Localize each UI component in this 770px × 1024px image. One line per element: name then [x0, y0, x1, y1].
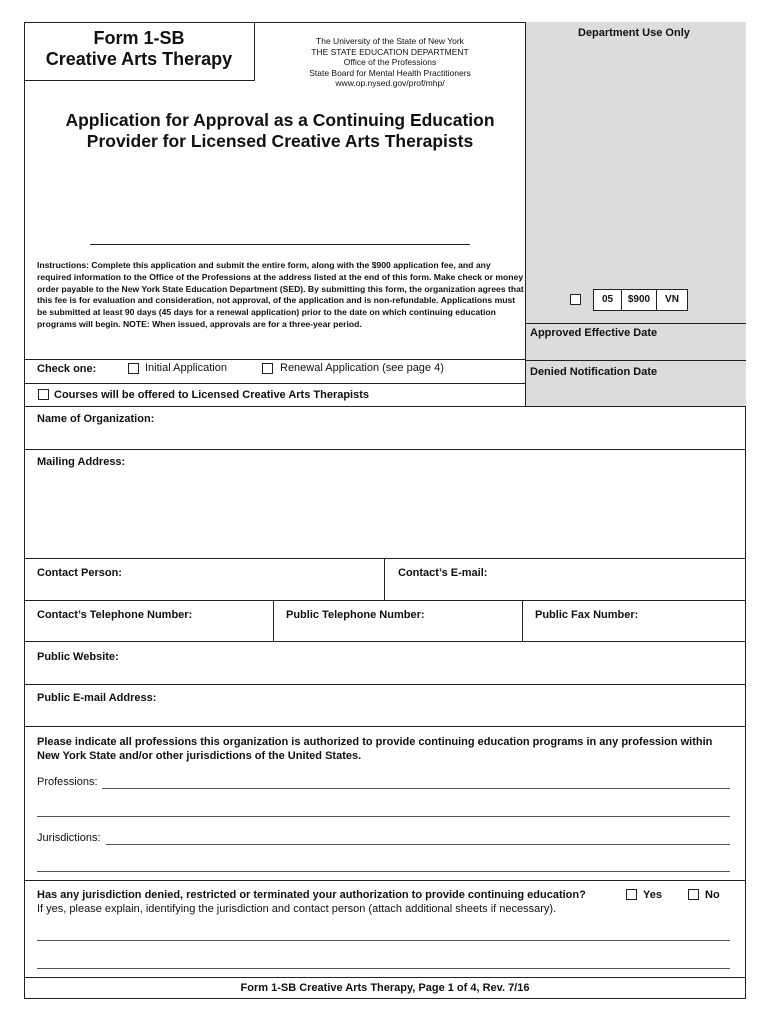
contact-email-label: Contact’s E-mail: — [398, 567, 488, 579]
phone-divider-1 — [273, 600, 274, 641]
department-use-heading: Department Use Only — [578, 27, 690, 39]
form-name: Creative Arts Therapy — [45, 49, 233, 69]
public-phone-label: Public Telephone Number: — [286, 609, 425, 621]
dept-code-box: 05 — [593, 289, 622, 311]
courses-row-top-line — [24, 383, 525, 384]
form-title-box — [24, 22, 255, 81]
dept-fee-box: $900 — [621, 289, 657, 311]
denial-question: Has any jurisdiction denied, restricted or terminated your authorization to provide continuing education? — [37, 889, 586, 901]
dept-divider-2 — [525, 360, 746, 361]
public-email-label: Public E-mail Address: — [37, 692, 157, 704]
check-row-top-line — [24, 359, 525, 360]
org-row-top-line — [24, 406, 746, 407]
org-name-label: Name of Organization: — [37, 413, 155, 425]
agency-header — [280, 36, 500, 89]
contact-divider — [384, 558, 385, 600]
courses-label: Courses will be offered to Licensed Creative Arts Therapists — [54, 389, 370, 401]
university-name: The University of the State of New York — [316, 36, 464, 46]
approved-date-label: Approved Effective Date — [530, 327, 658, 339]
department-name: THE STATE EDUCATION DEPARTMENT — [311, 46, 469, 57]
courses-checkbox[interactable] — [38, 389, 49, 400]
application-title-line2: Provider for Licensed Creative Arts Therapists — [86, 131, 474, 151]
email-row-top-line — [24, 684, 746, 685]
office-name: Office of the Professions — [343, 57, 437, 67]
phone-row-top-line — [24, 600, 746, 601]
initial-application-checkbox[interactable] — [128, 363, 139, 374]
application-title-line1: Application for Approval as a Continuing Education — [65, 110, 495, 130]
professions-row-top-line — [24, 726, 746, 727]
website-row-top-line — [24, 641, 746, 642]
professions-line-1[interactable] — [102, 788, 730, 789]
check-one-label: Check one: — [37, 363, 97, 375]
jurisdictions-line-2[interactable] — [37, 871, 730, 872]
form-number: Form 1-SB — [93, 28, 185, 48]
denial-explain-line-2[interactable] — [37, 968, 730, 969]
dept-checkbox[interactable] — [570, 294, 581, 305]
denial-row-top-line — [24, 880, 746, 881]
denial-yes-checkbox[interactable] — [626, 889, 637, 900]
renewal-application-label: Renewal Application (see page 4) — [280, 362, 444, 374]
denial-yes-label: Yes — [643, 889, 662, 901]
dept-initials-box: VN — [656, 289, 688, 311]
denial-explain: If yes, please explain, identifying the jurisdiction and contact person (attach additional sheets if necessary). — [37, 903, 557, 915]
contact-row-top-line — [24, 558, 746, 559]
contact-phone-label: Contact’s Telephone Number: — [37, 609, 193, 621]
board-name: State Board for Mental Health Practitioners — [309, 67, 471, 78]
public-website-label: Public Website: — [37, 651, 119, 663]
denial-no-checkbox[interactable] — [688, 889, 699, 900]
instructions-text: Instructions: Complete this application and submit the entire form, along with the $900 application fee, and any required information to the Office of the Professions at the address listed at the end of this form. Make check or money order payable to the New York State Education Department (SED). By submitting this form, the organization agrees that this fee is for evaluation and consideration, not approval, of the application and is non-refundable. Applications must be submitted at least 90 days (45 days for a renewal application) prior to the date on which continuing education programs will begin. NOTE: When issued, approvals are for a three-year period. — [37, 260, 524, 329]
department-use-panel — [525, 22, 746, 407]
page-footer: Form 1-SB Creative Arts Therapy, Page 1 of 4, Rev. 7/16 — [240, 982, 530, 994]
dept-divider-1 — [525, 323, 746, 324]
denied-date-label: Denied Notification Date — [530, 366, 658, 378]
renewal-application-checkbox[interactable] — [262, 363, 273, 374]
jurisdictions-line-1[interactable] — [106, 844, 730, 845]
phone-divider-2 — [522, 600, 523, 641]
footer-top-line — [24, 977, 746, 978]
denial-explain-line-1[interactable] — [37, 940, 730, 941]
application-title — [40, 110, 520, 152]
mailing-row-top-line — [24, 449, 746, 450]
agency-website: www.op.nysed.gov/prof/mhp/ — [335, 78, 445, 88]
public-fax-label: Public Fax Number: — [535, 609, 639, 621]
contact-person-label: Contact Person: — [37, 567, 122, 579]
mailing-address-label: Mailing Address: — [37, 456, 126, 468]
professions-line-2[interactable] — [37, 816, 730, 817]
denial-no-label: No — [705, 889, 720, 901]
title-underline — [90, 244, 470, 245]
jurisdictions-label: Jurisdictions: — [37, 832, 101, 844]
initial-application-label: Initial Application — [145, 362, 227, 374]
professions-prompt: Please indicate all professions this organization is authorized to provide continuing education programs in any profession within New York State and/or other jurisdictions of the United States. — [37, 736, 713, 762]
professions-label: Professions: — [37, 776, 98, 788]
